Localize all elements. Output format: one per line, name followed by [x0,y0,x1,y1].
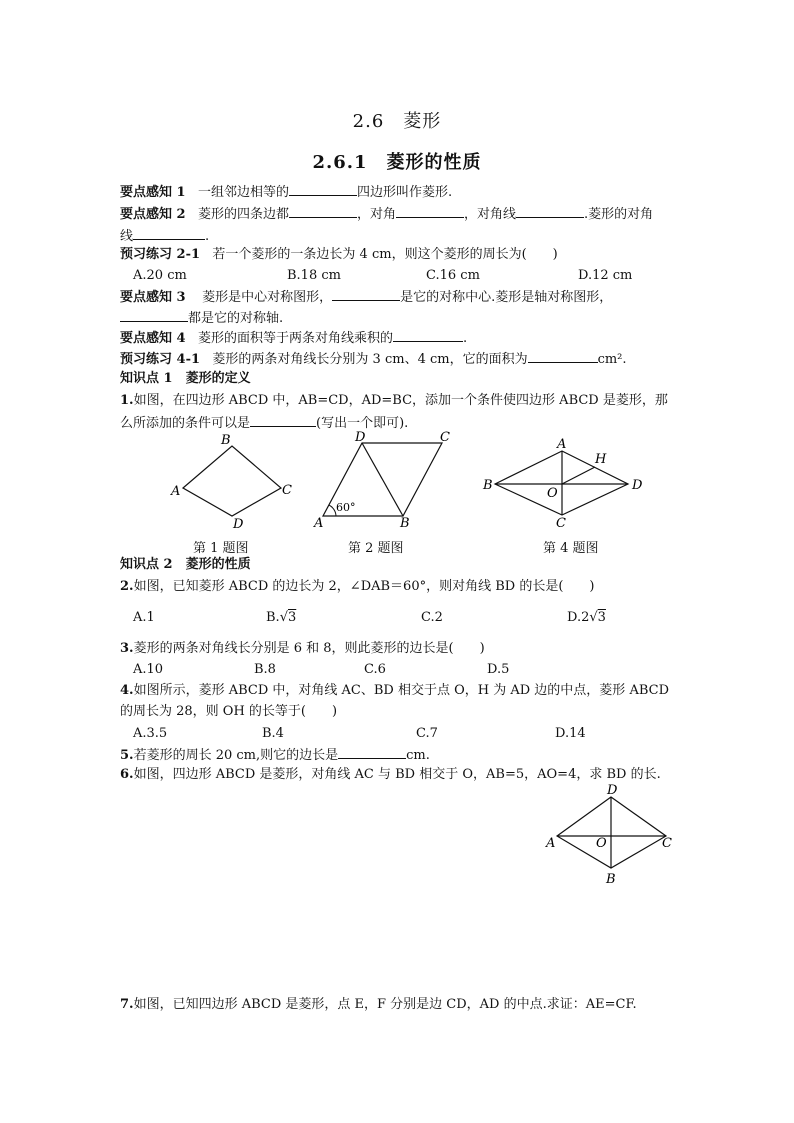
preview-2-1-option-a[interactable]: A.20 cm [133,268,187,283]
question-7-text: 如图，已知四边形 ABCD 是菱形，点 E，F 分别是边 CD，AD 的中点.求证：AE=CF. [133,997,637,1012]
fig4-label-b: B [483,478,493,493]
question-4-option-d[interactable]: D.14 [555,726,586,741]
fig4-label-o: O [547,486,558,501]
question-5-text-b: cm. [406,748,430,763]
fig2-label-a: A [314,516,324,531]
key-point-3-text-b: 是它的对称中心.菱形是轴对称图形， [400,290,613,305]
question-1-number: 1. [120,393,134,408]
key-point-3-text-c: 都是它的对称轴. [188,311,284,326]
question-7-number: 7. [120,997,134,1012]
question-4-line2: 的周长为 28，则 OH 的长等于( ) [120,704,338,719]
preview-2-1-text: 若一个菱形的一条边长为 4 cm，则这个菱形的周长为( ) [212,247,558,262]
subsection-title: 2.6.1 菱形的性质 [312,152,482,173]
fig4-label-a: A [557,437,567,452]
preview-2-1-label: 预习练习 2-1 [120,247,201,262]
question-4-number: 4. [120,683,134,698]
preview-2-1-option-c[interactable]: C.16 cm [426,268,480,283]
key-point-2-text-d: .菱形的对角 [584,207,654,222]
key-point-3-text-a: 菱形是中心对称图形， [202,290,333,305]
fig1-label-b: B [221,433,231,448]
preview-4-1-text-a: 菱形的两条对角线长分别为 3 cm、4 cm，它的面积为 [212,352,528,367]
key-point-1-text-b: 四边形叫作菱形. [357,185,453,200]
question-1-text-line2b: (写出一个即可). [316,416,409,431]
key-point-2-text-b: ，对角 [357,207,397,222]
fig6-label-c: C [662,836,672,851]
key-point-3-label: 要点感知 3 [120,290,186,305]
key-point-2-text-f: . [205,229,210,244]
question-5-number: 5. [120,748,134,763]
section-title: 2.6 菱形 [352,111,442,132]
key-point-2-label: 要点感知 2 [120,207,186,222]
fig1-label-d: D [233,517,244,532]
question-1-text-line1: 如图，在四边形 ABCD 中，AB=CD，AD=BC，添加一个条件使四边形 ABCD 是菱形，那 [133,393,668,408]
sqrt-symbol: √3 [279,610,297,625]
key-point-1-label: 要点感知 1 [120,185,186,200]
question-2-option-d-prefix: D.2 [567,610,590,625]
question-6-number: 6. [120,767,134,782]
sqrt-symbol: √3 [589,610,606,625]
question-3-option-d[interactable]: D.5 [487,662,510,677]
question-6-text: 如图，四边形 ABCD 是菱形，对角线 AC 与 BD 相交于 O，AB=5，AO=4，求 BD 的长. [133,767,661,782]
fig4-label-h: H [595,452,607,467]
fig1-label-c: C [282,483,292,498]
fig6-label-a: A [546,836,556,851]
question-3-option-c[interactable]: C.6 [364,662,386,677]
question-2-option-b-radicand: 3 [287,610,297,625]
key-point-4-text-b: . [463,331,468,346]
question-4-option-b[interactable]: B.4 [262,726,284,741]
question-2-text: 如图，已知菱形 ABCD 的边长为 2，∠DAB＝60°，则对角线 BD 的长是( ) [133,579,595,594]
question-2-number: 2. [120,579,134,594]
fig1-label-a: A [171,484,181,499]
knowledge-point-2-heading: 知识点 2 菱形的性质 [120,557,251,572]
fig2-label-b: B [400,516,410,531]
question-1-text-line2a: 么所添加的条件可以是 [120,416,251,431]
question-3-text: 菱形的两条对角线长分别是 6 和 8，则此菱形的边长是( ) [133,641,485,656]
question-2-option-b-prefix: B. [266,610,280,625]
preview-4-1-label: 预习练习 4-1 [120,352,201,367]
key-point-4-text-a: 菱形的面积等于两条对角线乘积的 [197,331,393,346]
fig4-label-d: D [632,478,643,493]
fig2-label-c: C [440,430,450,445]
preview-2-1-option-d[interactable]: D.12 cm [578,268,633,283]
question-4-option-a[interactable]: A.3.5 [133,726,168,741]
key-point-1-text-a: 一组邻边相等的 [197,185,289,200]
key-point-4-label: 要点感知 4 [120,331,186,346]
key-point-2-text-c: ，对角线 [464,207,517,222]
question-7 [120,996,637,1014]
question-2-option-a[interactable]: A.1 [133,610,155,625]
question-4-text-line1: 如图所示，菱形 ABCD 中，对角线 AC、BD 相交于点 O，H 为 AD 边的中点，菱形 ABCD [133,683,669,698]
question-2-option-c[interactable]: C.2 [421,610,443,625]
question-3-option-b[interactable]: B.8 [254,662,276,677]
knowledge-point-1-heading: 知识点 1 菱形的定义 [120,371,251,386]
fig6-label-d: D [607,783,618,798]
fig2-label-d: D [355,430,366,445]
question-2-option-d-radicand: 3 [597,610,606,625]
question-3-option-a[interactable]: A.10 [133,662,164,677]
fig2-angle-label: 60° [336,501,356,514]
key-point-2-text-e: 线 [120,229,134,244]
question-4-option-c[interactable]: C.7 [416,726,438,741]
fig4-label-c: C [556,516,566,531]
figure-4-caption: 第 4 题图 [543,541,599,556]
question-5-text-a: 若菱形的周长 20 cm,则它的边长是 [133,748,339,763]
question-3-number: 3. [120,641,134,656]
figure-2-caption: 第 2 题图 [348,541,404,556]
fig6-label-o: O [596,836,607,851]
preview-2-1-option-b[interactable]: B.18 cm [287,268,341,283]
key-point-2-text-a: 菱形的四条边都 [197,207,289,222]
fig6-label-b: B [606,872,616,887]
preview-4-1-text-b: cm². [597,352,627,367]
figure-1-caption: 第 1 题图 [193,541,249,556]
